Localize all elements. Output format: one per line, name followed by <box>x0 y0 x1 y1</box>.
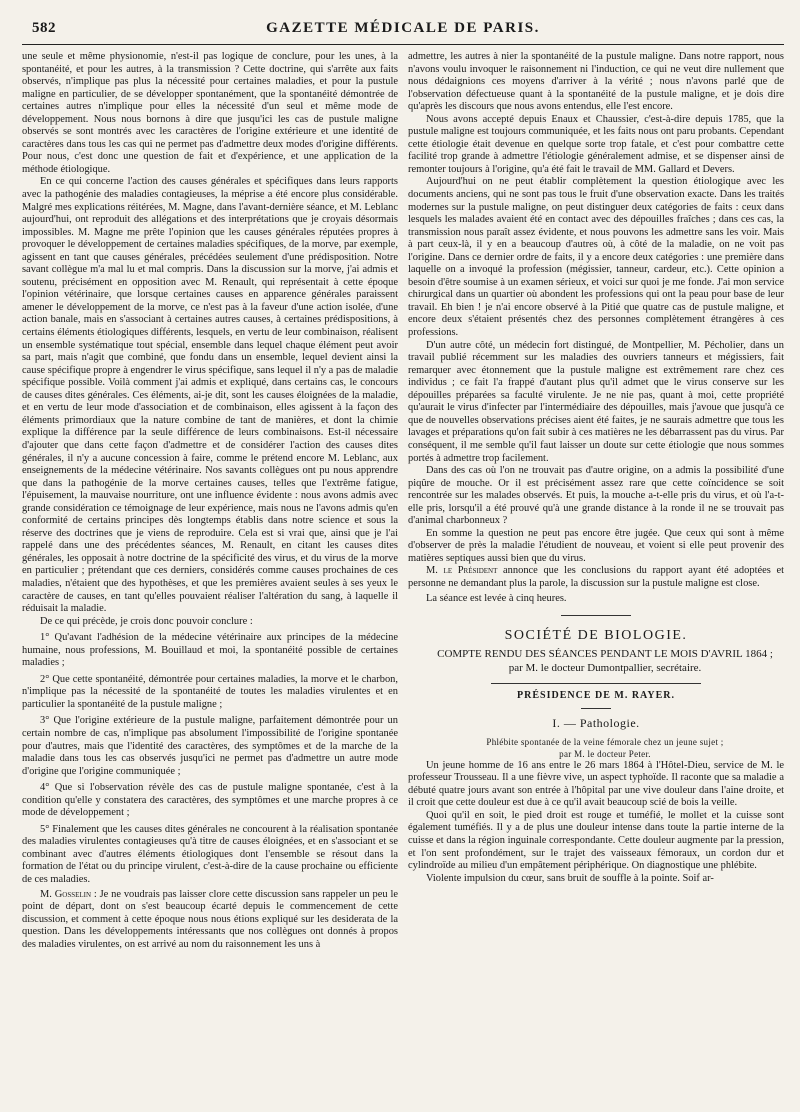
journal-title: GAZETTE MÉDICALE DE PARIS. <box>266 20 540 36</box>
report-heading: COMPTE RENDU DES SÉANCES PENDANT LE MOIS D'AVRIL 1864 ; <box>437 647 773 660</box>
paragraph: Violente impulsion du cœur, sans bruit de souffle à la pointe. Soif ar- <box>426 872 714 884</box>
paragraph: En ce qui concerne l'action des causes générales et spécifiques dans leurs rapports avec la pathogénie des maladies contagieuses, la méprise a été encore plus considérable. Malgré mes explications réitérées, M. Magne, dans l'avant-dernière séance, et M. Leblanc aujourd'hui, ont reproduit des allégations et des interprétations que je croyais désormais impossibles. M. Magne me prête l'opinion que les causes générales réputées propres à provoquer le développement de certaines maladies spécifiques, de la morve, par exemple, agissent en tant que causes générales, précédées seulement d'une prédisposition. Notre savant collègue m'a mal lu et mal compris. Dans la discussion sur la morve, j'ai admis et soutenu, précisément en opposition avec M. Renault, qui représentait à cette époque l'opinion vétérinaire, que lorsque certaines causes en apparence générales paraissent amener le développement de la morve, ce n'est pas à la faveur d'une action isolée, d'une action banale, mais en s'associant à certaines autres causes, à certaines prédispositions, à certains éléments étiologiques différents, lesquels, en vertu de leur combinaison, réalisent un ensemble systématique tout spécial, ensemble dans lequel chaque élément peut avoir sa part, mais n'agit que combiné, que fondu dans un ensemble, lequel devient ainsi la cause spécifique propre à engendrer le virus spécifique, sans lequel il n'y a pas de maladie spécifique possible. Voilà comment j'ai admis et expliqué, dans certains cas, le concours de causes dites générales. Ces éléments, ai-je dit, sont les causes éloignées de la maladie, et en vertu de leur mode d'association et de combinaison, elles agissent à la façon des éléments primordiaux que la nature combine de tant de manières, et dont la chimie explique la différence par la seule différence de leurs combinaisons. Est-il nécessaire d'ajouter que dans cette façon d'admettre et de considérer l'action des causes dites générales, il n'y a aucune concession à faire, comme le prétend encore M. Leblanc, aux enseignements de la médecine vétérinaire. Nos savants collègues ont pu nous apprendre que dans la pathogénie de la morve certaines causes, telles que l'extrême fatigue, l'épuisement, la mauvaise nourriture, ont une influence évidente : nous avons admis avec grande considération ce témoignage de leur expérience, mais nous ne l'avons admis qu'en conformité de certains principes dès longtemps établis dans notre science et sous la réserve des doctrines que je viens de reproduire. Cela est si vrai que, ainsi que je l'ai rappelé dans une des précédentes séances, M. Renault, en citant les causes dites générales, les opposait à notre doctrine de la spécificité des virus, et du virus de la morve en particulier ; prétendant que ces derniers, considérés comme causes prochaines de ces maladies, n'étaient que des hypothèses, et que les premières avaient seules à ses yeux le caractère de causes, en tant qu'elles pouvaient réaliser l'altération du sang, à laquelle il réduisait la maladie. <box>22 176 398 615</box>
paragraph: De ce qui précède, je crois donc pouvoir conclure : <box>40 615 253 627</box>
paragraph: En somme la question ne peut pas encore être jugée. Que ceux qui sont à même d'observer de près la maladie l'étudient de nouveau, et voient si elle peut provenir des matières septiques aussi bien que du virus. <box>408 527 784 564</box>
conclusion-item: 4° Que si l'observation révèle des cas de pustule maligne spontanée, c'est à la condition qu'elle y constatera des caractères, des symptômes et une marche propres à ce mode de développement ; <box>22 782 398 819</box>
conclusion-item: 1° Qu'avant l'adhésion de la médecine vétérinaire aux principes de la médecine humaine, nous professions, M. Bouillaud et moi, la spontanéité possible de certaines maladies ; <box>22 632 398 669</box>
report-byline: par M. le docteur Dumontpallier, secrétaire. <box>508 661 702 674</box>
paragraph: Aujourd'hui on ne peut établir complètement la question étiologique avec les documents anciens, qui ne sont pas tous le fruit d'une observation exacte. Dans les traités modernes sur la pustule maligne, on peut distinguer deux catégories de faits : ceux dans lesquels les malades avaient été en contact avec des dépouilles fraîches ; dans ces cas, la transmission nous paraît assez évidente, et nous pouvons les admettre sans les voir. Mais à part ceux-là, il y en a beaucoup d'autres où, à côté de la maladie, on ne voit pas l'origine. Dans ce dernier ordre de faits, il y a encore deux catégories : une première dans laquelle on a invoqué la profession (mégissier, tanneur, cardeur, etc.). Cette opinion a besoin d'être soumise à un examen sérieux, et voici sur quoi je me fonde. J'ai mon service chirurgical dans un quartier où abondent les professions qui ont la peau pour base de leur travail. Eh bien ! je n'ai encore observé à la Pitié que quatre cas de pustule maligne, et encore deux s'étaient présentés chez des personnes complètement étrangères à ces professions. <box>408 176 784 339</box>
speech-paragraph <box>408 565 784 590</box>
speech-text: : Je ne voudrais pas laisser clore cette discussion sans rappeler un peu le point de départ, dont on s'est beaucoup écarté depuis le commencement de cette discussion, et comment à cette époque nous nous étions expliqué sur les desiderata de la question. Dans les développements intéressants que nos collègues ont donnés à propos des maladies virulentes, on est arrivé au nom du raisonnement les uns à <box>22 888 398 950</box>
page-header <box>22 18 784 45</box>
page-number: 582 <box>32 20 56 36</box>
paragraph: une seule et même physionomie, n'est-il pas logique de conclure, pour les unes, à la spontanéité, et pour les autres, à la transmission ? Cette doctrine, qui s'arrête aux faits observés, n'implique pas plus la nécessité pour certaines maladies, et pour la pustule maligne en particulier, de se développer spontanément, que la spontanéité démontrée de certaines autres n'implique pour elles la nécessité d'un seul et même mode de développement. Nous nous bornons à dire que jusqu'ici les cas de pustule maligne observés se sont montrés avec les caractères de l'origine extérieure et une identité de caractères dans tous les cas qui ne permet pas d'admettre deux modes d'origine différents. Pour nous, c'est donc une question de fait et d'expérience, et une application de la méthode étiologique. <box>22 51 398 175</box>
small-divider <box>581 708 611 709</box>
speech-paragraph <box>22 889 398 952</box>
paragraph: Nous avons accepté depuis Enaux et Chaussier, c'est-à-dire depuis 1785, que la pustule maligne est toujours communiquée, et les faits nous ont paru probants. Cependant cette étiologie était devenue en quelque sorte trop fatale, et c'est pour combattre cette facilité trop grande à admettre l'étiologie généralement admise, et se dispenser ainsi de remonter toujours à l'origine, qu'a été fait le travail de MM. Gallard et Devers. <box>408 113 784 175</box>
conclusion-item: 5° Finalement que les causes dites générales ne concourent à la réalisation spontanée des maladies virulentes contagieuses qu'à titre de causes éloignées, et en s'associant et se combinant avec d'autres éléments étiologiques dont l'ensemble se résout dans la formation de l'état ou du principe virulent, c'est-à-dire de la cause prochaine ou efficiente de ces maladies. <box>22 823 398 885</box>
section-divider <box>561 615 631 616</box>
left-column <box>22 51 398 1111</box>
paragraph: Dans des cas où l'on ne trouvait pas d'autre origine, on a admis la possibilité d'une piqûre de mouche. Or il est précisément assez rare que cette coïncidence se soit rencontrée sur les malades observés. Et puis, la mouche a-t-elle pris du virus, et où l'a-t-elle pris, lorsqu'il a été prouvé qu'à une grande distance à la ronde il ne se trouvait pas d'animal charbonneux ? <box>408 465 784 527</box>
presidency-line: PRÉSIDENCE DE M. RAYER. <box>517 689 675 701</box>
paragraph: D'un autre côté, un médecin fort distingué, de Montpellier, M. Pécholier, dans un travail publié récemment sur les maladies des ouvriers tanneurs et mégissiers, fait remarquer avec étonnement que la pustule maligne est extrêmement rare chez ces individus ; ce fait l'a frappé d'autant plus qu'il admet que le virus conserve sur les dépouilles préparées sa faculté virulente. Je ne nie pas, quant à moi, cette propriété qu'aurait le virus d'infecter par l'intermédiaire des dépouilles, mais j'avoue que jusqu'à ce que de nouvelles observations précises aient été faites, je ne saurais admettre que tous les lavages et préparations qu'on fait subir à ces matières ne les débarrassent pas du virus. Par conséquent, il me semble qu'il faut laisser un doute sur cette étiologie que nous sommes portés à admettre trop facilement. <box>408 339 784 464</box>
speech-text: annonce que les conclusions du rapport ayant été adoptées et personne ne demandant plus la parole, la discussion sur la pustule maligne est close. <box>408 565 784 589</box>
paragraph: admettre, les autres à nier la spontanéité de la pustule maligne. Dans notre rapport, nous n'avons voulu invoquer le raisonnement ni l'induction, ce qui ne veut dire nullement que nous dédaignions ces moyens d'arriver à la vérité ; nous n'avons parlé que de l'observation défectueuse quant à la spontanéité de la pustule maligne, et je dois dire qu'après les discours que nous avons entendus, elle l'est encore. <box>408 51 784 113</box>
paragraph: Quoi qu'il en soit, le pied droit est rouge et tuméfié, le mollet et la cuisse sont également tuméfiés. Il y a de plus une douleur intense dans toute la partie interne de la cuisse et dans la région inguinale correspondante. Cette douleur augmente par la pression, et l'on sent profondément, sur le trajet des vaisseaux fémoraux, un cordon dur et cylindroïde au milieu d'un empâtement périphérique. On diagnostique une phlébite. <box>408 809 784 872</box>
paragraph: La séance est levée à cinq heures. <box>426 592 567 604</box>
subsection-title: I. — Pathologie. <box>552 716 640 731</box>
speaker-name: M. Gosselin <box>40 888 92 900</box>
columns <box>22 51 784 1111</box>
society-title: SOCIÉTÉ DE BIOLOGIE. <box>504 628 688 644</box>
heading-divider <box>491 683 701 684</box>
case-title: Phlébite spontanée de la veine fémorale chez un jeune sujet ; <box>486 736 724 747</box>
speaker-name: M. le Président <box>426 565 498 577</box>
case-author: par M. le docteur Peter. <box>559 748 651 759</box>
right-column <box>408 51 784 1111</box>
conclusion-item: 3° Que l'origine extérieure de la pustule maligne, parfaitement démontrée pour un certain nombre de cas, n'implique pas absolument l'impossibilité de l'origine spontanée pour d'autres, mais que l'identité des caractères, des symptômes et de la marche de la maladie dans tous les cas observés jusqu'ici ne permet pas d'admettre un autre mode d'origine que l'origine communiquée ; <box>22 715 398 777</box>
conclusion-item: 2° Que cette spontanéité, démontrée pour certaines maladies, la morve et le charbon, n'implique pas la nécessité de la spontanéité de toutes les maladies virulentes et en particulier la spontanéité de la pustule maligne ; <box>22 673 398 710</box>
paragraph: Un jeune homme de 16 ans entre le 26 mars 1864 à l'Hôtel-Dieu, service de M. le professeur Trousseau. Il a une fièvre vive, un aspect typhoïde. Il raconte que sa maladie a débuté quatre jours avant son entrée à l'hôpital par une vive douleur dans l'aine droite, et il croit que cette douleur est due à ce qu'il avait beaucoup scié de bois la veille. <box>408 759 784 809</box>
